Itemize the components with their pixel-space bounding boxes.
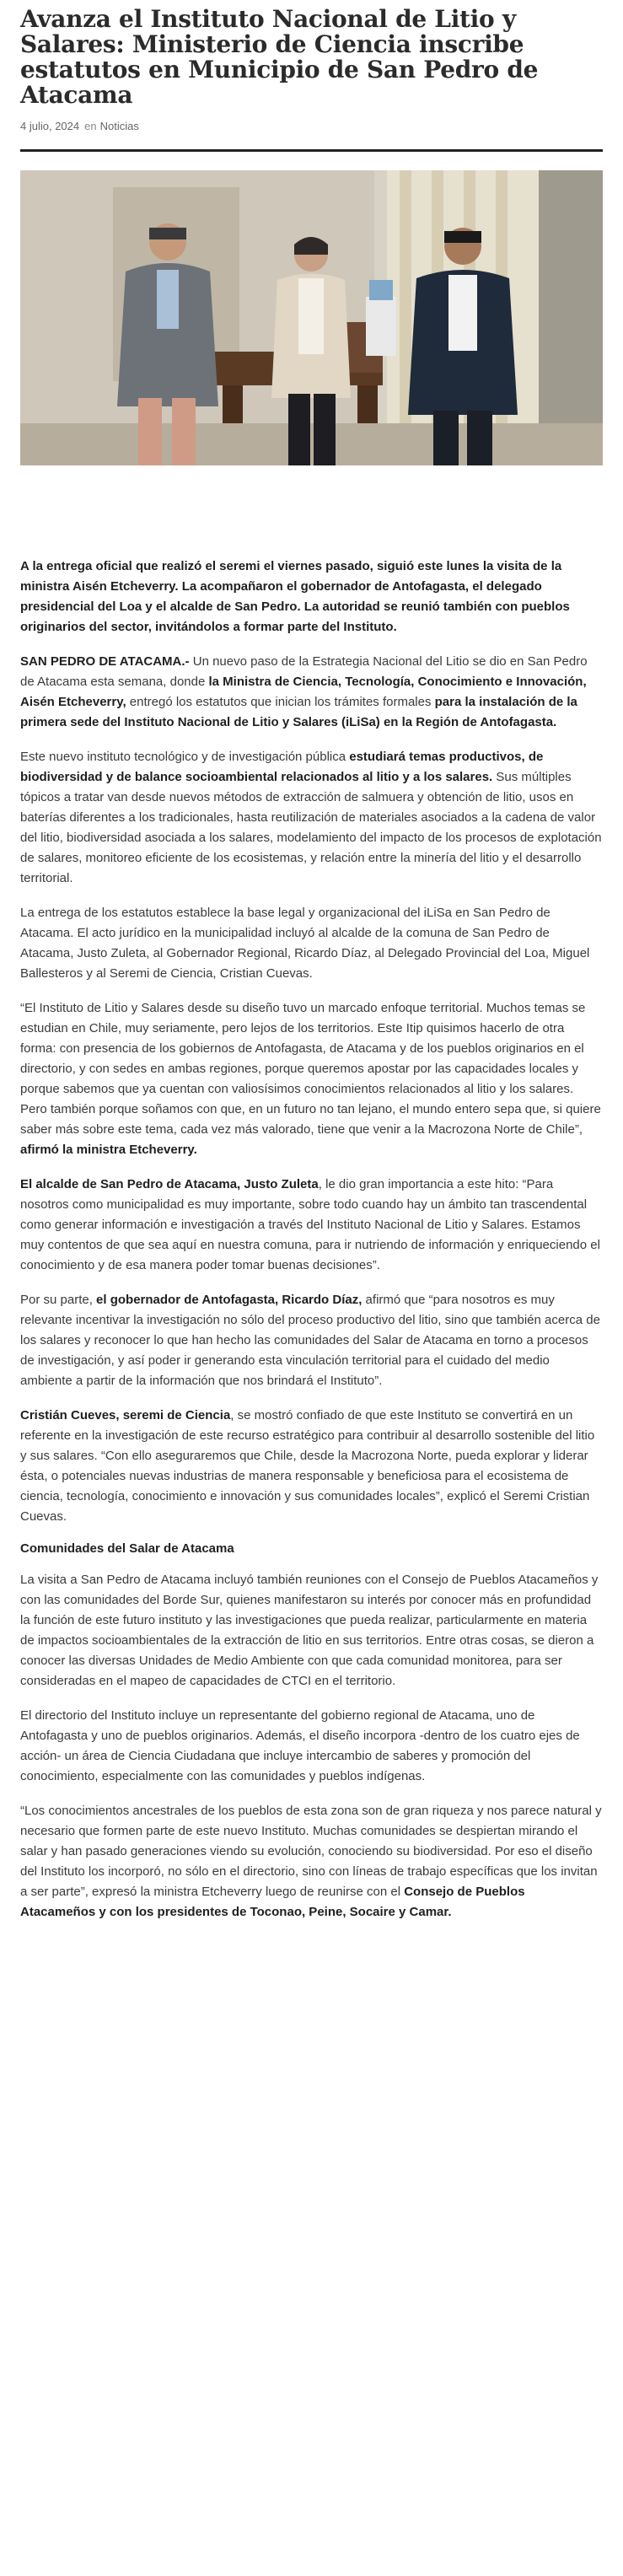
- article-page: [10, 7, 613, 1923]
- bold-run: Consejo de Pueblos Atacameños y con los presidentes de Toconao, Peine, Socaire y Camar.: [20, 1885, 525, 1919]
- paragraph: [20, 998, 603, 1160]
- section-heading: Comunidades del Salar de Atacama: [20, 1541, 234, 1556]
- bold-run: SAN PEDRO DE ATACAMA.-: [20, 654, 190, 669]
- lead-text: A la entrega oficial que realizó el seremi el viernes pasado, siguió este lunes la visita de la ministra Aisén Etcheverry. La acompañaron el gobernador de Antofagasta, el delegado presidencial del Loa y el alcalde de San Pedro. La autoridad se reunió también con pueblos originarios del sector, invitándolos a formar parte del Instituto.: [20, 559, 570, 634]
- article-meta: [20, 120, 603, 132]
- bold-run: estudiará temas productivos, de biodiversidad y de balance socioambiental relacionados al litio y a los salares.: [20, 750, 544, 784]
- photo-illustration: [20, 170, 603, 465]
- text-run: Este nuevo instituto tecnológico y de investigación pública: [20, 750, 350, 764]
- bold-run: afirmó la ministra Etcheverry.: [20, 1143, 197, 1157]
- meta-in-label: en: [84, 120, 97, 132]
- title-divider: [20, 149, 603, 152]
- text-run: entregó los estatutos que inician los trámites formales: [126, 695, 435, 709]
- paragraph: [20, 903, 603, 984]
- bold-run: Cristián Cueves, seremi de Ciencia: [20, 1408, 231, 1422]
- paragraph: [20, 1175, 603, 1276]
- category-link[interactable]: Noticias: [99, 120, 139, 132]
- paragraph: [20, 1290, 603, 1391]
- paragraph: [20, 1570, 603, 1691]
- bold-run: para la instalación de la primera sede del Instituto Nacional de Litio y Salares (iLiSa) en la Región de Antofagasta.: [20, 695, 577, 729]
- bold-run: la Ministra de Ciencia, Tecnología, Conocimiento e Innovación, Aisén Etcheverry,: [20, 675, 587, 709]
- article-title: Avanza el Instituto Nacional de Litio y Salares: Ministerio de Ciencia inscribe estatutos en Municipio de San Pedro de Atacama: [20, 5, 539, 109]
- bold-run: El alcalde de San Pedro de Atacama, Justo Zuleta: [20, 1177, 319, 1191]
- bold-run: el gobernador de Antofagasta, Ricardo Díaz,: [96, 1293, 363, 1307]
- article-lead: [20, 557, 603, 637]
- text-run: “Los conocimientos ancestrales de los pueblos de esta zona son de gran riqueza y nos parece natural y necesario que formen parte de este nuevo Instituto. Muchas comunidades se despiertan mirando el salar y han pasado generaciones viendo su evolución, conociendo su biodiversidad. Por eso el diseño del Instituto los incorporó, no sólo en el directorio, sino con líneas de trabajo específicas que los invitan a ser parte”, expresó la ministra Etcheverry luego de reunirse con el: [20, 1804, 602, 1899]
- paragraph: [20, 652, 603, 733]
- article-photo: [20, 170, 603, 465]
- article-date: 4 julio, 2024: [20, 120, 80, 132]
- text-run: El directorio del Instituto incluye un representante del gobierno regional de Atacama, uno de Antofagasta y uno de pueblos originarios. Además, el diseño incorpora -dentro de los cuatro ejes de acción- un área de Ciencia Ciudadana que incluye intercambio de saberes y promoción del conocimiento, especialmente con las comunidades y pueblos indígenas.: [20, 1708, 580, 1783]
- text-run: Por su parte,: [20, 1293, 97, 1307]
- text-run: , se mostró confiado de que este Instituto se convertirá en un referente en la investigación de este recurso estratégico para contribuir al desarrollo sostenible del litio y sus salares. “Con ello aseguraremos que Chile, desde la Macrozona Norte, pueda explorar y liderar ésta, o potenciales nuevas industrias de manera responsable y beneficiosa para el ecosistema de ciencia, tecnología, conocimiento e innovación y sus comunidades locales”, explicó el Seremi Cristian Cuevas.: [20, 1408, 595, 1524]
- paragraph: [20, 1706, 603, 1787]
- paragraph: [20, 747, 603, 889]
- text-run: , le dio gran importancia a este hito: “Para nosotros como municipalidad es muy importante, sobre todo cuando hay un ámbito tan trascendental como generar información e investigación a través del Instituto Nacional de Litio y Salares. Estamos muy contentos de que sea aquí en nuestra comuna, para ir nutriendo de información y enriqueciendo el conocimiento y de esa manera poder tomar buenas decisiones”.: [20, 1177, 600, 1272]
- text-run: La entrega de los estatutos establece la base legal y organizacional del iLiSa en San Pedro de Atacama. El acto jurídico en la municipalidad incluyó al alcalde de la comuna de San Pedro de Atacama, Justo Zuleta, al Gobernador Regional, Ricardo Díaz, al Delegado Provincial del Loa, Miguel Ballesteros y al Seremi de Ciencia, Cristian Cuevas.: [20, 906, 590, 981]
- text-run: Sus múltiples tópicos a tratar van desde nuevos métodos de extracción de salmuera y obtención de litio, usos en baterías diferentes a los tradicionales, hasta reutilización de materiales asociados a la cadena de valor del litio, biodiversidad asociada a los salares, modelamiento del impacto de los procesos de explotación de salares, monitoreo eficiente de los ecosistemas, y relación entre la minería del litio y el desarrollo territorial.: [20, 770, 602, 885]
- text-run: “El Instituto de Litio y Salares desde su diseño tuvo un marcado enfoque territorial. Muchos temas se estudian en Chile, muy seriamente, pero lejos de los territorios. Este Itip quisimos hacerlo de otra forma: con presencia de los gobiernos de Antofagasta, de Atacama y de los pueblos originarios en el directorio, y con sedes en ambas regiones, porque queremos apostar por las capacidades locales y porque sabemos que ya cuentan con valiosísimos conocimientos relacionados al litio y los salares. Pero también porque soñamos con que, en un futuro no tan lejano, el mundo entero sepa que, si quiere saber más sobre este tema, cada vez más valorado, tiene que venir a la Macrozona Norte de Chile”,: [20, 1001, 601, 1137]
- text-run: La visita a San Pedro de Atacama incluyó también reuniones con el Consejo de Pueblos Atacameños y con las comunidades del Borde Sur, quienes manifestaron su interés por conocer más en profundidad la función de este futuro instituto y las investigaciones que pueda realizar, particularmente en materia de impactos socioambientales de la extracción de litio en sus territorios. Entre otras cosas, se dieron a conocer las diversas Unidades de Medio Ambiente con que cada comunidad monitorea, para ser consideradas en el mapeo de capacidades de CTCI en el territorio.: [20, 1573, 599, 1688]
- paragraph: [20, 1406, 603, 1527]
- text-run: afirmó que “para nosotros es muy relevante incentivar la investigación no sólo del proceso productivo del litio, sino que también acerca de los salares y reconocer lo que han hecho las comunidades del Salar de Atacama en torno a procesos de investigación, y así poder ir generando esta vinculación territorial para el cuidado del medio ambiente a partir de la información que nos brindará el Instituto”.: [20, 1293, 600, 1388]
- paragraph: [20, 1801, 603, 1923]
- text-run: Un nuevo paso de la Estrategia Nacional del Litio se dio en San Pedro de Atacama esta semana, donde: [20, 654, 588, 689]
- image-gap: [20, 465, 603, 557]
